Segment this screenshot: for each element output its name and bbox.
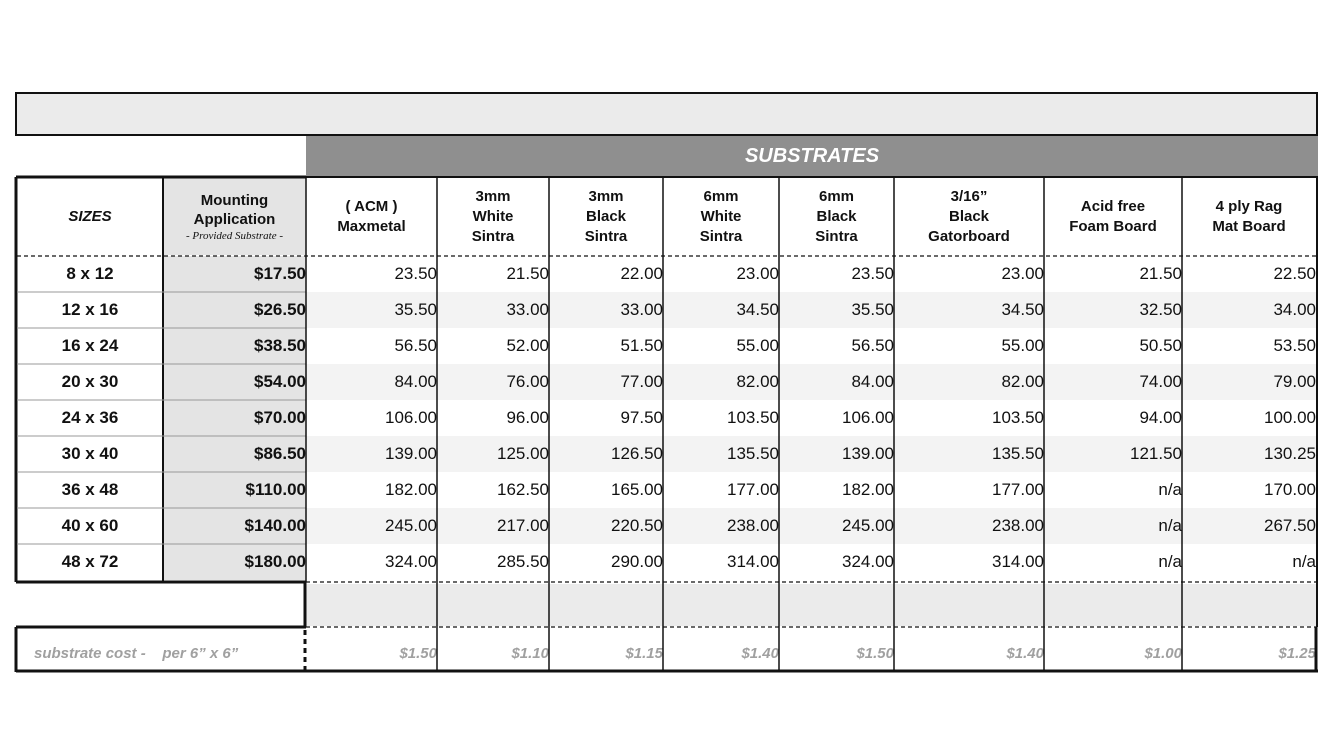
price-cell: 23.00 — [736, 264, 779, 283]
price-cell: 170.00 — [1264, 480, 1316, 499]
price-cell: 267.50 — [1264, 516, 1316, 535]
price-cell: 182.00 — [842, 480, 894, 499]
price-cell: 100.00 — [1264, 408, 1316, 427]
price-cell: 165.00 — [611, 480, 663, 499]
mounting-price-cell: $54.00 — [254, 372, 306, 391]
substrate-header-line: 3/16” — [950, 187, 988, 205]
substrate-header-line: 3mm — [475, 187, 511, 205]
price-cell: n/a — [1158, 552, 1182, 571]
substrate-header-line: Maxmetal — [337, 217, 406, 235]
substrate-header-line: Black — [948, 207, 990, 225]
substrate-header-line: White — [700, 207, 742, 225]
price-cell: 217.00 — [497, 516, 549, 535]
substrate-cost-cell: $1.50 — [399, 644, 437, 662]
price-cell: 50.50 — [1139, 336, 1182, 355]
price-cell: 53.50 — [1273, 336, 1316, 355]
price-cell: 35.50 — [394, 300, 437, 319]
price-cell: 34.50 — [736, 300, 779, 319]
mounting-price-cell: $70.00 — [254, 408, 306, 427]
price-cell: 106.00 — [842, 408, 894, 427]
size-cell: 24 x 36 — [61, 408, 119, 427]
substrate-header-line: Foam Board — [1069, 217, 1157, 235]
substrate-header-line: Gatorboard — [928, 227, 1010, 245]
price-cell: 238.00 — [727, 516, 779, 535]
substrate-cost-cell: $1.40 — [1006, 644, 1044, 662]
price-cell: 33.00 — [620, 300, 663, 319]
price-cell: 177.00 — [727, 480, 779, 499]
size-cell: 20 x 30 — [61, 372, 119, 391]
price-cell: 33.00 — [506, 300, 549, 319]
size-cell: 12 x 16 — [61, 300, 119, 319]
substrate-header-line: Acid free — [1080, 197, 1146, 215]
price-cell: 82.00 — [1001, 372, 1044, 391]
price-cell: n/a — [1158, 516, 1182, 535]
mounting-price-cell: $17.50 — [254, 264, 306, 283]
price-cell: 103.50 — [727, 408, 779, 427]
substrate-header-line: Black — [816, 207, 857, 225]
substrate-cost-cell: $1.50 — [856, 644, 894, 662]
price-cell: 96.00 — [506, 408, 549, 427]
size-cell: 16 x 24 — [61, 336, 119, 355]
substrate-cost-cell: $1.10 — [511, 644, 549, 662]
mounting-header-line: Mounting — [200, 191, 269, 209]
price-cell: 290.00 — [611, 552, 663, 571]
price-cell: 23.50 — [394, 264, 437, 283]
price-cell: 23.00 — [1001, 264, 1044, 283]
price-cell: n/a — [1292, 552, 1316, 571]
size-cell: 40 x 60 — [61, 516, 119, 535]
price-cell: 135.50 — [727, 444, 779, 463]
price-cell: 94.00 — [1139, 408, 1182, 427]
price-cell: 245.00 — [842, 516, 894, 535]
price-cell: 84.00 — [851, 372, 894, 391]
mounting-header-note: - Provided Substrate - — [185, 229, 284, 242]
price-cell: 79.00 — [1273, 372, 1316, 391]
price-cell: 103.50 — [992, 408, 1044, 427]
size-cell: 36 x 48 — [61, 480, 119, 499]
price-cell: 74.00 — [1139, 372, 1182, 391]
price-cell: 162.50 — [497, 480, 549, 499]
price-cell: 34.50 — [1001, 300, 1044, 319]
price-cell: 34.00 — [1273, 300, 1316, 319]
substrate-cost-cell: $1.00 — [1144, 644, 1182, 662]
mounting-price-cell: $86.50 — [254, 444, 306, 463]
price-cell: 56.50 — [394, 336, 437, 355]
price-cell: 56.50 — [851, 336, 894, 355]
substrates-header: SUBSTRATES — [306, 136, 1318, 176]
substrate-header-line: ( ACM ) — [345, 197, 398, 215]
price-cell: 35.50 — [851, 300, 894, 319]
substrate-cost-label: substrate cost - per 6” x 6” — [34, 644, 239, 662]
mounting-price-cell: $26.50 — [254, 300, 306, 319]
substrate-header-line: Sintra — [815, 227, 858, 245]
substrate-cost-cell: $1.15 — [625, 644, 663, 662]
price-cell: 22.50 — [1273, 264, 1316, 283]
sizes-header-label: SIZES — [68, 207, 112, 225]
price-cell: 126.50 — [611, 444, 663, 463]
price-cell: 21.50 — [1139, 264, 1182, 283]
size-cell: 8 x 12 — [66, 264, 114, 283]
price-cell: 52.00 — [506, 336, 549, 355]
price-cell: 285.50 — [497, 552, 549, 571]
price-cell: 77.00 — [620, 372, 663, 391]
substrate-header-line: Sintra — [471, 227, 515, 245]
price-cell: 82.00 — [736, 372, 779, 391]
price-cell: 23.50 — [851, 264, 894, 283]
price-cell: 245.00 — [385, 516, 437, 535]
mounting-price-cell: $38.50 — [254, 336, 306, 355]
price-cell: n/a — [1158, 480, 1182, 499]
size-cell: 48 x 72 — [61, 552, 119, 571]
price-cell: 22.00 — [620, 264, 663, 283]
price-cell: 121.50 — [1130, 444, 1182, 463]
price-cell: 238.00 — [992, 516, 1044, 535]
price-cell: 139.00 — [385, 444, 437, 463]
price-cell: 84.00 — [394, 372, 437, 391]
price-cell: 76.00 — [506, 372, 549, 391]
substrate-header-line: 6mm — [818, 187, 855, 205]
price-cell: 139.00 — [842, 444, 894, 463]
price-cell: 182.00 — [385, 480, 437, 499]
substrate-cost-cell: $1.40 — [741, 644, 779, 662]
price-cell: 125.00 — [497, 444, 549, 463]
price-cell: 32.50 — [1139, 300, 1182, 319]
price-cell: 55.00 — [1001, 336, 1044, 355]
substrate-header-line: 6mm — [703, 187, 739, 205]
substrate-header-line: Sintra — [699, 227, 743, 245]
substrate-header-line: 4 ply Rag — [1215, 197, 1283, 215]
price-cell: 220.50 — [611, 516, 663, 535]
price-cell: 177.00 — [992, 480, 1044, 499]
price-cell: 130.25 — [1264, 444, 1316, 463]
price-cell: 21.50 — [506, 264, 549, 283]
substrate-header-line: Black — [585, 207, 627, 225]
mounting-header-line: Application — [193, 210, 276, 228]
price-cell: 106.00 — [385, 408, 437, 427]
price-cell: 324.00 — [385, 552, 437, 571]
mounting-price-cell: $140.00 — [244, 516, 306, 535]
substrate-header-line: White — [472, 207, 514, 225]
price-cell: 135.50 — [992, 444, 1044, 463]
price-cell: 314.00 — [727, 552, 779, 571]
substrate-header-line: 3mm — [588, 187, 624, 205]
price-cell: 55.00 — [736, 336, 779, 355]
mounting-price-cell: $110.00 — [245, 480, 306, 499]
substrate-header-line: Sintra — [584, 227, 628, 245]
price-cell: 314.00 — [992, 552, 1044, 571]
size-cell: 30 x 40 — [61, 444, 119, 463]
price-cell: 51.50 — [620, 336, 663, 355]
price-cell: 97.50 — [620, 408, 663, 427]
price-cell: 324.00 — [842, 552, 894, 571]
substrate-cost-cell: $1.25 — [1278, 644, 1316, 662]
mounting-price-cell: $180.00 — [244, 552, 306, 571]
substrate-header-line: Mat Board — [1212, 217, 1286, 235]
